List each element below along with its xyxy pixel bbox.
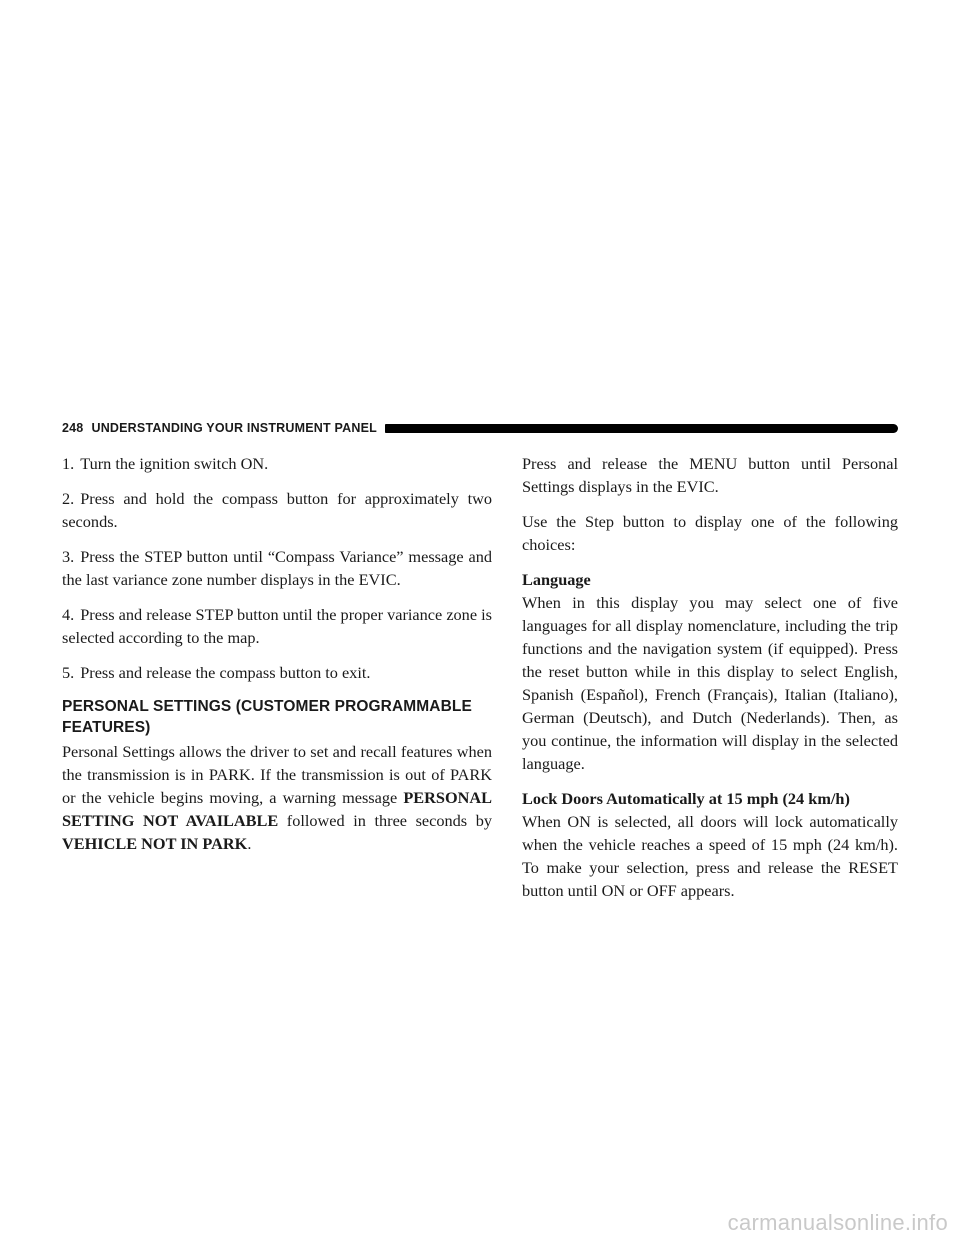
lock-doors-heading: Lock Doors Automatically at 15 mph (24 km/h) (522, 789, 850, 808)
header-rule (385, 424, 898, 433)
step-number: 4. (62, 605, 75, 624)
step-2 (62, 487, 492, 533)
step-text: Press and release the compass button to exit. (80, 663, 371, 682)
page-number: 248 (62, 421, 84, 435)
step-number: 5. (62, 663, 75, 682)
intro-text: Personal Settings allows the driver to set and recall features when the transmission is in PARK. If the transmission is out of PARK or the vehicle begins moving, a warning message (62, 742, 492, 807)
warning-message-1: PERSONAL SETTING NOT AVAILABLE (62, 788, 492, 830)
section-heading: PERSONAL SETTINGS (CUSTOMER PROGRAMMABLE FEATURES) (62, 698, 472, 736)
personal-settings-intro (62, 740, 492, 855)
step-text: Press and release STEP button until the proper variance zone is selected according to the map. (62, 605, 492, 647)
step-number: 3. (62, 547, 75, 566)
warning-message-2: VEHICLE NOT IN PARK (62, 834, 248, 853)
step-text: Press the STEP button until “Compass Variance” message and the last variance zone number displays in the EVIC. (62, 547, 492, 589)
step-paragraph: Use the Step button to display one of the following choices: (522, 512, 898, 554)
lock-doors-paragraph: When ON is selected, all doors will lock automatically when the vehicle reaches a speed of 15 mph (24 km/h). To make your selection, press and release the RESET button until ON or OFF appears. (522, 812, 898, 900)
step-4 (62, 603, 492, 649)
step-text: Turn the ignition switch ON. (80, 454, 269, 473)
step-text: Press and hold the compass button for approximately two seconds. (62, 489, 492, 531)
page-header (62, 420, 898, 436)
step-number: 1. (62, 454, 75, 473)
step-1 (62, 452, 492, 475)
section-title: UNDERSTANDING YOUR INSTRUMENT PANEL (91, 421, 377, 435)
step-5 (62, 661, 492, 684)
menu-paragraph: Press and release the MENU button until Personal Settings displays in the EVIC. (522, 454, 898, 496)
intro-text: followed in three seconds by (278, 811, 492, 830)
step-number: 2. (62, 489, 75, 508)
language-paragraph: When in this display you may select one of five languages for all display nomenclature, including the trip functions and the navigation system (if equipped). Press the reset button while in this display to select English, Spanish (Español), French (Français), Italian (Italiano), German (Deutsch), and Dutch (Nederlands). Then, as you continue, the information will display in the selected language. (522, 593, 898, 773)
left-column (62, 452, 492, 867)
step-3 (62, 545, 492, 591)
language-heading: Language (522, 570, 591, 589)
watermark-logo: carmanualsonline.info (727, 1210, 948, 1235)
intro-text: . (247, 834, 252, 853)
right-column (522, 452, 898, 914)
